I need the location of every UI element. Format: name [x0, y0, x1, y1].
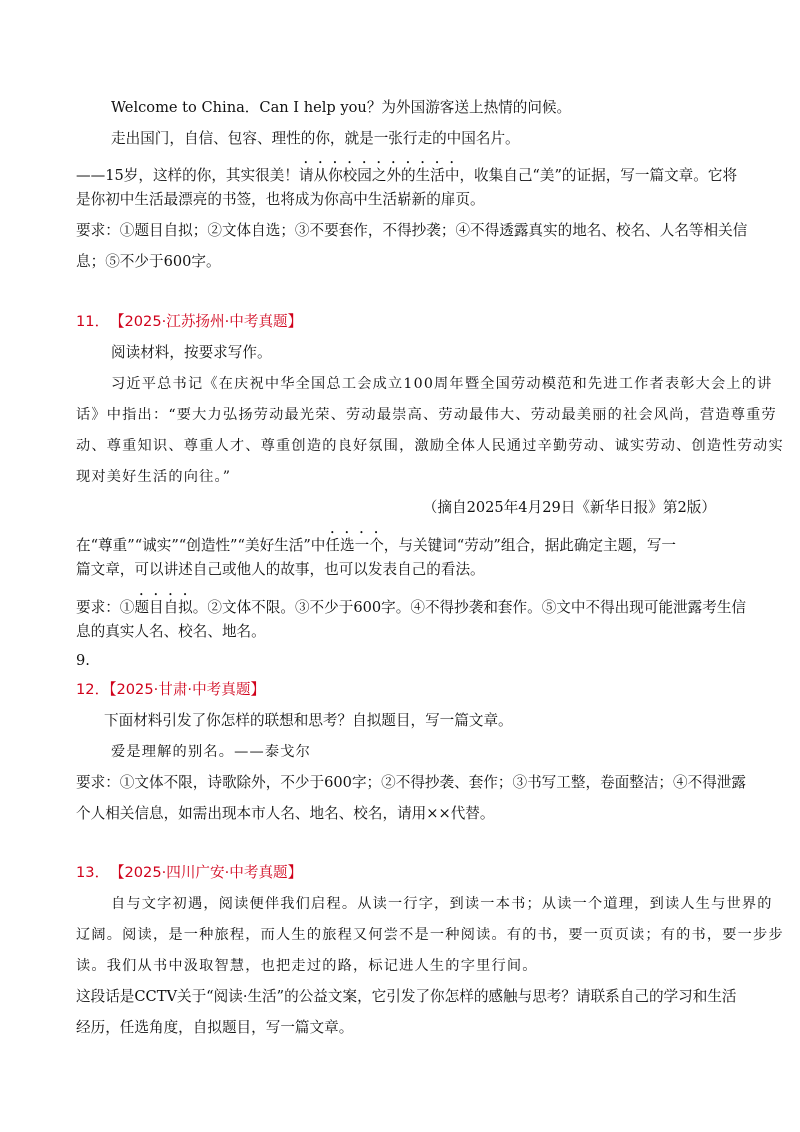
q11-material-line-2: 话》中指出：“要大力弘扬劳动最光荣、劳动最崇高、劳动最伟大、劳动最美丽的社会风尚，营造尊重劳	[76, 407, 777, 423]
q11-emphasis-title: 题目自拟	[134, 599, 193, 616]
q10-line-3-start: ——15岁，这样的你，其实很美！	[76, 167, 299, 184]
q12-requirements-line-1: 要求：①文体不限，诗歌除外，不少于600字；②不得抄袭、套作；③书写工整，卷面整洁；④不得泄露	[76, 774, 746, 791]
q11-material-line-1: 习近平总书记《在庆祝中华全国总工会成立100周年暨全国劳动模范和先进工作者表彰大会上的讲	[111, 376, 773, 392]
q13-heading	[76, 863, 302, 883]
q11-task-line-2: 篇文章，可以讲述自己或他人的故事，也可以发表自己的看法。	[76, 561, 485, 578]
q12-instruction: 下面材料引发了你怎样的联想和思考？自拟题目，写一篇文章。	[104, 712, 513, 729]
q13-material-line-2: 辽阔。阅读，是一种旅程，而人生的旅程又何尝不是一种阅读。有的书，要一页页读；有的书，要一步步	[76, 927, 784, 943]
q11-requirements-line-2: 息的真实人名、校名、地名。	[76, 623, 266, 640]
q11-heading	[76, 312, 302, 332]
q13-material-line-3: 读。我们从书中汲取智慧，也把走过的路，标记进人生的字里行间。	[76, 958, 538, 974]
q10-line-3	[76, 159, 737, 186]
q10-line-3-end: ，收集自己“美”的证据，写一篇文章。它将	[459, 167, 738, 184]
q13-task-line-1: 这段话是CCTV关于“阅读·生活”的公益文案，它引发了你怎样的感触与思考？请联系自己的学习和生活	[76, 988, 737, 1005]
q11-instruction: 阅读材料，按要求写作。	[111, 344, 272, 361]
q10-requirements-line-2: 息；⑤不少于600字。	[76, 253, 221, 270]
stray-number: 9.	[76, 652, 90, 669]
q10-emphasis-text: 请从你校园之外的生活中	[298, 167, 460, 184]
q13-number: 13．	[76, 864, 110, 881]
q10-requirements-line-1: 要求：①题目自拟；②文体自选；③不要套作，不得抄袭；④不得透露真实的地名、校名、人名等相关信	[76, 222, 748, 239]
q11-material-line-3: 动、尊重知识、尊重人才、尊重创造的良好氛围，激励全体人民通过辛勤劳动、诚实劳动、创造性劳动实	[76, 438, 784, 454]
q11-number: 11．	[76, 313, 110, 330]
q10-line-2: 走出国门，自信、包容、理性的你，就是一张行走的中国名片。	[111, 130, 520, 147]
q13-material-line-1: 自与文字初遇，阅读便伴我们启程。从读一行字，到读一本书；从读一个道理，到读人生与世界的	[111, 896, 773, 912]
q13-source-tag: 【2025·四川广安·中考真题】	[117, 864, 303, 881]
q11-requirements-line-1	[76, 591, 746, 618]
q11-material-line-4: 现对美好生活的向往。”	[76, 469, 232, 485]
q11-task-line-1	[76, 529, 676, 556]
q12-number: 12．	[76, 681, 110, 698]
q12-quote: 爱是理解的别名。——泰戈尔	[111, 744, 312, 760]
q12-heading	[76, 680, 265, 700]
q11-source-tag: 【2025·江苏扬州·中考真题】	[117, 313, 303, 330]
q12-requirements-line-2: 个人相关信息，如需出现本市人名、地名、校名，请用××代替。	[76, 805, 495, 822]
q10-line-4: 是你初中生活最漂亮的书签，也将成为你高中生活崭新的扉页。	[76, 191, 485, 208]
q11-citation: （摘自2025年4月29日《新华日报》第2版）	[422, 499, 716, 516]
q11-req-start: 要求：①	[76, 599, 135, 616]
q11-emphasis-choose: 任选一个	[325, 537, 384, 554]
q13-task-line-2: 经历，任选角度，自拟题目，写一篇文章。	[76, 1019, 354, 1036]
q10-line-1: Welcome to China．Can I help you？为外国游客送上热情的问候。	[111, 99, 572, 116]
q11-task-start: 在“尊重”“诚实”“创造性”“美好生活”中	[76, 537, 326, 554]
q12-source-tag: 【2025·甘肃·中考真题】	[109, 681, 266, 698]
q11-req-end: 。②文体不限。③不少于600字。④不得抄袭和套作。⑤文中不得出现可能泄露考生信	[192, 599, 747, 616]
q11-task-end: ，与关键词“劳动”组合，据此确定主题，写一	[383, 537, 677, 554]
